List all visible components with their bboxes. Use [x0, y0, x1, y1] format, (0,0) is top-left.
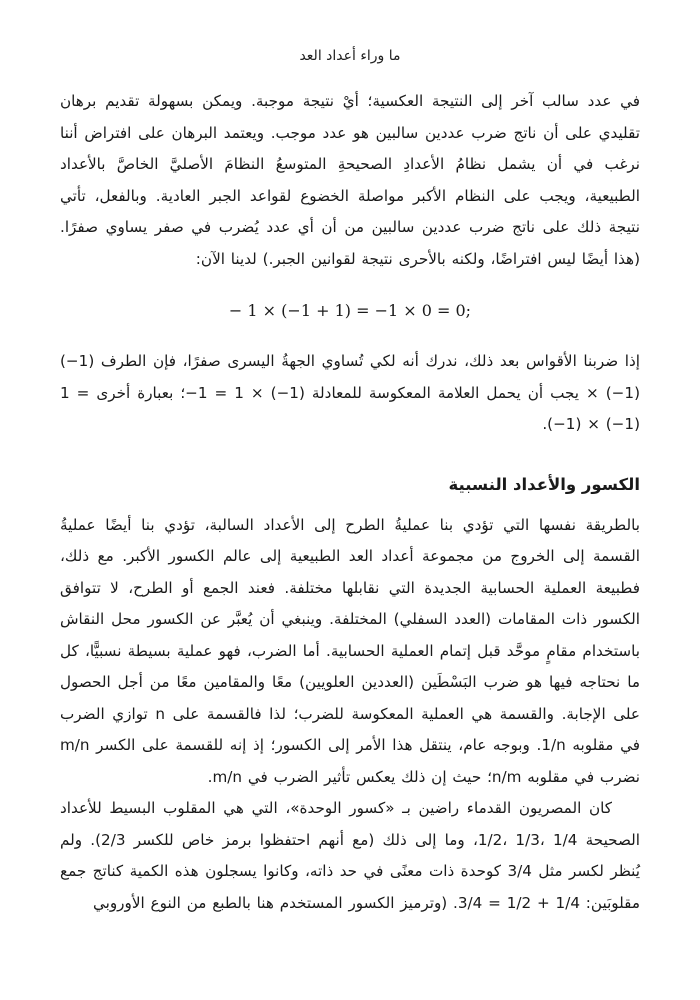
para2-math-2: −1 = 1 × (−1) [185, 383, 305, 402]
section-title: الكسور والأعداد النسبية [448, 474, 640, 494]
para3-fraction-1: 1/n [541, 736, 566, 754]
para4-text-b: ، وما إلى ذلك (مع أنهم احتفظوا برمز خاص للكسر [125, 830, 478, 849]
para4-unit-fractions: 1/2، 1/3، 1/4 [477, 830, 578, 849]
para3-text-b: توازي الضرب في مقلوبه [60, 704, 640, 754]
para3-text-g: . [207, 767, 213, 786]
paragraph-4 [60, 793, 640, 919]
para3-fraction-4: m/n [212, 767, 243, 786]
para4-text-a: كان المصريون القدماء راضين بـ «كسور الوحدة»، التي هي المقلوب البسيط للأعداد الصحيحة [60, 799, 640, 849]
para3-text-c: . وبوجه عام، ينتقل هذا الأمر إلى الكسور؛ إذ إنه للقسمة على الكسر [89, 736, 542, 754]
para2-math-1: (−1) × (−1) [60, 352, 640, 402]
para4-fraction: 2/3 [101, 830, 126, 849]
para3-fraction-3: n/m [491, 767, 522, 786]
para2-text-b: يجب أن يحمل العلامة المعكوسة للمعادلة [304, 383, 587, 402]
para4-text-e: . (وترميز الكسور المستخدم هنا بالطبع من النوع الأوروبي [92, 893, 458, 912]
para4-fraction-2: 3/4 [507, 862, 532, 880]
para2-text-d: . [542, 415, 548, 433]
equation: − 1 × (−1 + 1) = −1 × 0 = 0; [228, 301, 472, 320]
para3-text-a: بالطريقة نفسها التي تؤدي بنا عمليةُ الطرح إلى الأعداد السالبة، تؤدي بنا أيضًا عمليةُ القسمة إلى الخروج من مجموعة أعداد العد الطبيعية إلى عالم الكسور الأكبر. مع ذلك، فطبيعة العملية الحسابية الجديدة التي نقابلها مختلفة. فعند الجمع أو الطرح، لا تتوافق الكسور ذات المقامات (العدد السفلي) المختلفة. وينبغي أن يُعبَّر عن الكسور محل النقاش باستخدام مقامٍ موحَّد قبل إتمام العملية الحسابية. أما الضرب، فهو عملية بسيطة نسبيًّا، كل ما نحتاجه فيها هو ضرب البَسْطَين (العددين العلويين) معًا والمقامين معًا من أجل الحصول على الإجابة. والقسمة هي العملية المعكوسة للضرب؛ لذا فالقسمة على [60, 515, 640, 723]
para2-math-3: 1 = (−1) × (−1) [60, 383, 640, 433]
para2-text-c: ؛ بعبارة أخرى [89, 383, 186, 402]
para3-var-n: n [155, 704, 166, 723]
para4-text-d: كوحدة ذات معنًى في حد ذاته، وكانوا يسجلون هذه الكمية كناتج جمع مقلوبَين: [60, 862, 640, 912]
para4-equation: 3/4 = 1/2 + 1/4 [457, 893, 580, 912]
paragraph-2 [60, 346, 640, 441]
para3-fraction-2: m/n [60, 736, 90, 754]
para2-text-a: إذا ضربنا الأقواس بعد ذلك، ندرك أنه لكي تُساوي الجهةُ اليسرى صفرًا، فإن الطرف [94, 352, 640, 370]
paragraph-1: في عدد سالب آخر إلى النتيجة العكسية؛ أيْ نتيجة موجبة. ويمكن بسهولة تقديم برهان تقليدي على أن ناتج ضرب عددين سالبين هو عدد موجب. ويعتمد البرهان على افتراض أننا نرغب في أن يشمل نظامُ الأعدادِ الصحيحةِ المتوسعُ النظامَ الأصليَّ الخاصَّ بالأعداد الطبيعية، ويجب على النظام الأكبر مواصلة الخضوع لقواعد الجبر العادية. وبالفعل، تأتي نتيجة ذلك على ناتج ضرب عددين سالبين من أن أي عدد يُضرب في صفر يساوي صفرًا. (هذا أيضًا ليس افتراضًا، ولكنه بالأحرى نتيجة لقوانين الجبر.) لدينا الآن: [60, 92, 640, 268]
para3-text-e: ؛ حيث إن ذلك يعكس تأثير الضرب في [242, 767, 492, 786]
paragraph-3 [60, 510, 640, 794]
para4-text-c: ). ولم يُنظر لكسر مثل [60, 830, 640, 880]
para3-text-d: نضرب في مقلوبه [521, 767, 640, 786]
running-head: ما وراء أعداد العد [299, 48, 401, 64]
